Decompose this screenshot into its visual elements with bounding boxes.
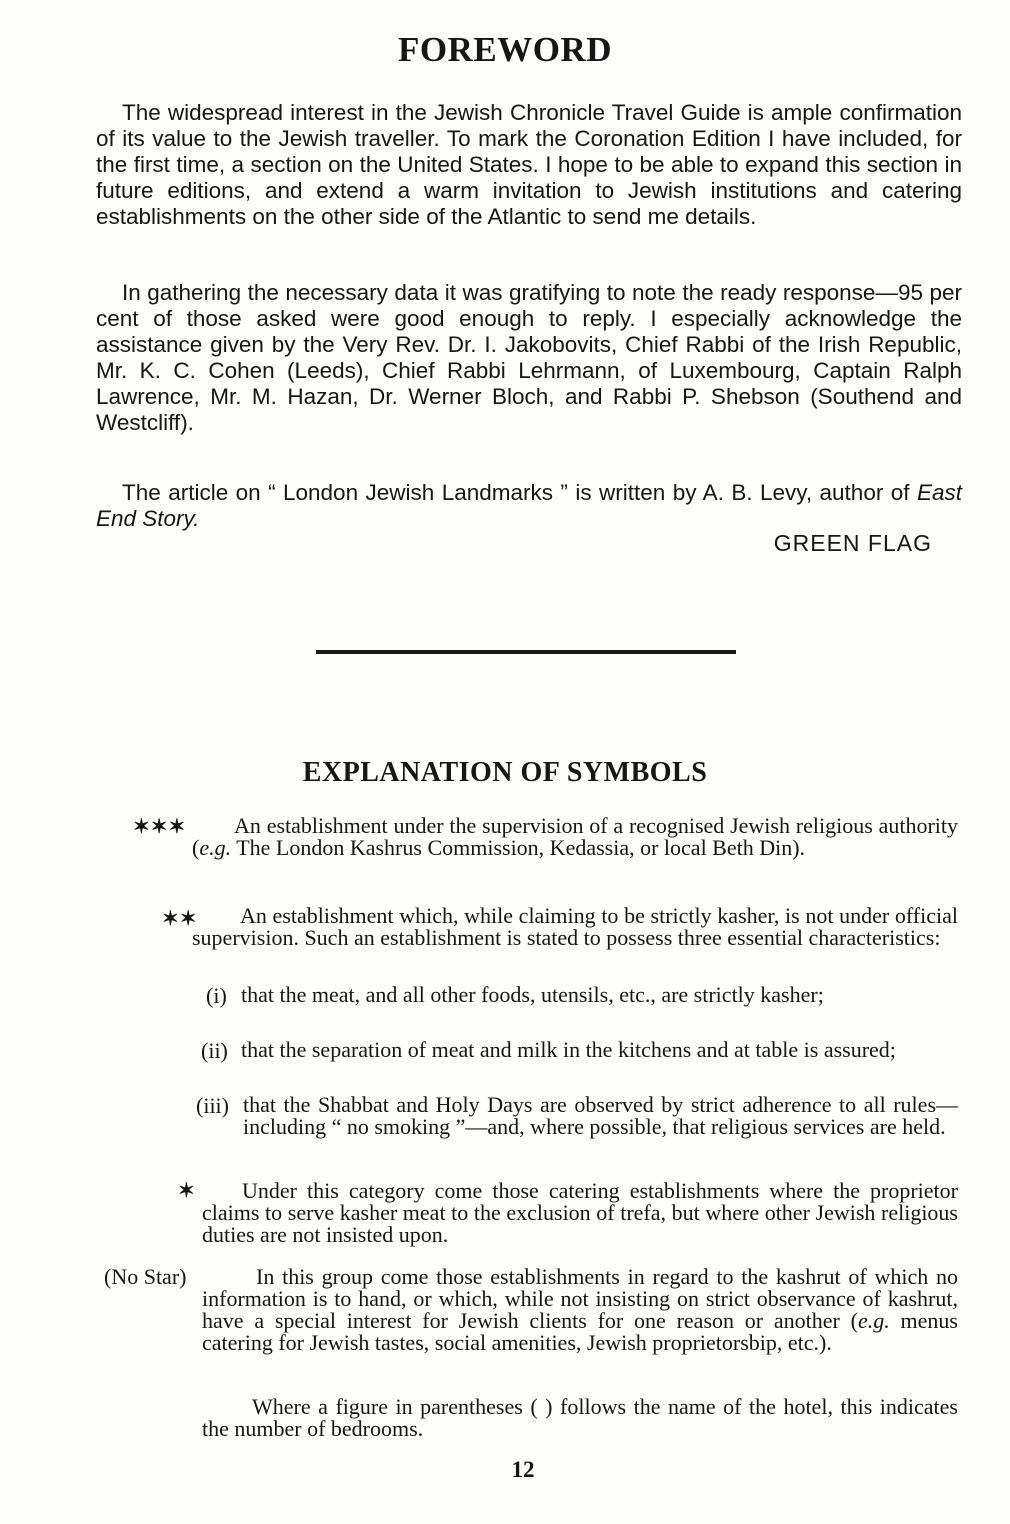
item-label-i: (i) xyxy=(206,983,227,1008)
no-star-label: (No Star) xyxy=(104,1264,187,1289)
item-label-ii: (ii) xyxy=(201,1038,228,1063)
item-text-ii: that the separation of meat and milk in the kitchens and at table is assured; xyxy=(241,1037,896,1062)
item-label-iii: (iii) xyxy=(196,1093,229,1118)
no-star-description xyxy=(202,1266,958,1354)
foreword-paragraph-1: The widespread interest in the Jewish Chronicle Travel Guide is ample confirmation of its value to the Jewish traveller. To mark the Coronation Edition I have included, for the first time, a section on the United States. I hope to be able to expand this section in future editions, and extend a warm invitation to Jewish institutions and catering establishments on the other side of the Atlantic to send me details. xyxy=(96,100,962,229)
signature: GREEN FLAG xyxy=(773,530,932,556)
one-star-symbol: ✶ xyxy=(178,1180,196,1202)
no-star-text: In this group come those establishments in regard to the kashrut of which no information is to hand, or which, while not insisting on strict observance of kashrut, have a special interest for Jewish clients for one reason or another ( xyxy=(202,1264,958,1333)
foreword-paragraph-3-text: The article on “ London Jewish Landmarks ” is written by A. B. Levy, author of xyxy=(122,480,910,505)
page-number: 12 xyxy=(511,1457,535,1482)
no-star-text-end: menus catering for Jewish tastes, social amenities, Jewish proprietorsbip, etc.). xyxy=(202,1308,958,1355)
two-star-description: An establishment which, while claiming to be strictly kasher, is not under official supervision. Such an establishment is stated to possess three essential characteristics: xyxy=(192,903,958,950)
item-text-i: that the meat, and all other foods, utensils, etc., are strictly kasher; xyxy=(241,982,824,1007)
section-divider xyxy=(316,650,736,654)
item-text-iii: that the Shabbat and Holy Days are observed by strict adherence to all rules—including “ no smoking ”—and, where possible, that religious services are held. xyxy=(243,1092,958,1139)
two-star-symbol: ✶✶ xyxy=(162,908,198,930)
eg-abbrev: e.g. xyxy=(199,835,232,860)
three-star-description xyxy=(192,815,958,859)
foreword-paragraph-2: In gathering the necessary data it was gratifying to note the ready response—95 per cent of those asked were good enough to reply. I especially acknowledge the assistance given by the Very Rev. Dr. I. Jakobovits, Chief Rabbi of the Irish Republic, Mr. K. C. Cohen (Leeds), Chief Rabbi Lehrmann, of Luxembourg, Captain Ralph Lawrence, Mr. M. Hazan, Dr. Werner Bloch, and Rabbi P. Shebson (Southend and Westcliff). xyxy=(96,280,962,435)
foreword-title: FOREWORD xyxy=(398,30,612,69)
symbols-title: EXPLANATION OF SYMBOLS xyxy=(302,757,708,788)
one-star-description: Under this category come those catering establishments where the proprietor claims to serve kasher meat to the exclusion of trefa, but where other Jewish religious duties are not insisted upon. xyxy=(202,1178,958,1247)
three-star-symbol: ✶✶✶ xyxy=(133,816,187,838)
eg-abbrev: e.g. xyxy=(857,1308,890,1333)
foreword-paragraph-3 xyxy=(96,480,962,532)
book-title: East End Story. xyxy=(96,480,962,531)
bedrooms-footnote: Where a figure in parentheses ( ) follows the name of the hotel, this indicates the number of bedrooms. xyxy=(202,1394,958,1441)
three-star-text-end: The London Kashrus Commission, Kedassia, or local Beth Din). xyxy=(231,835,806,860)
three-star-text: An establishment under the supervision of a recognised Jewish religious authority ( xyxy=(192,813,958,860)
